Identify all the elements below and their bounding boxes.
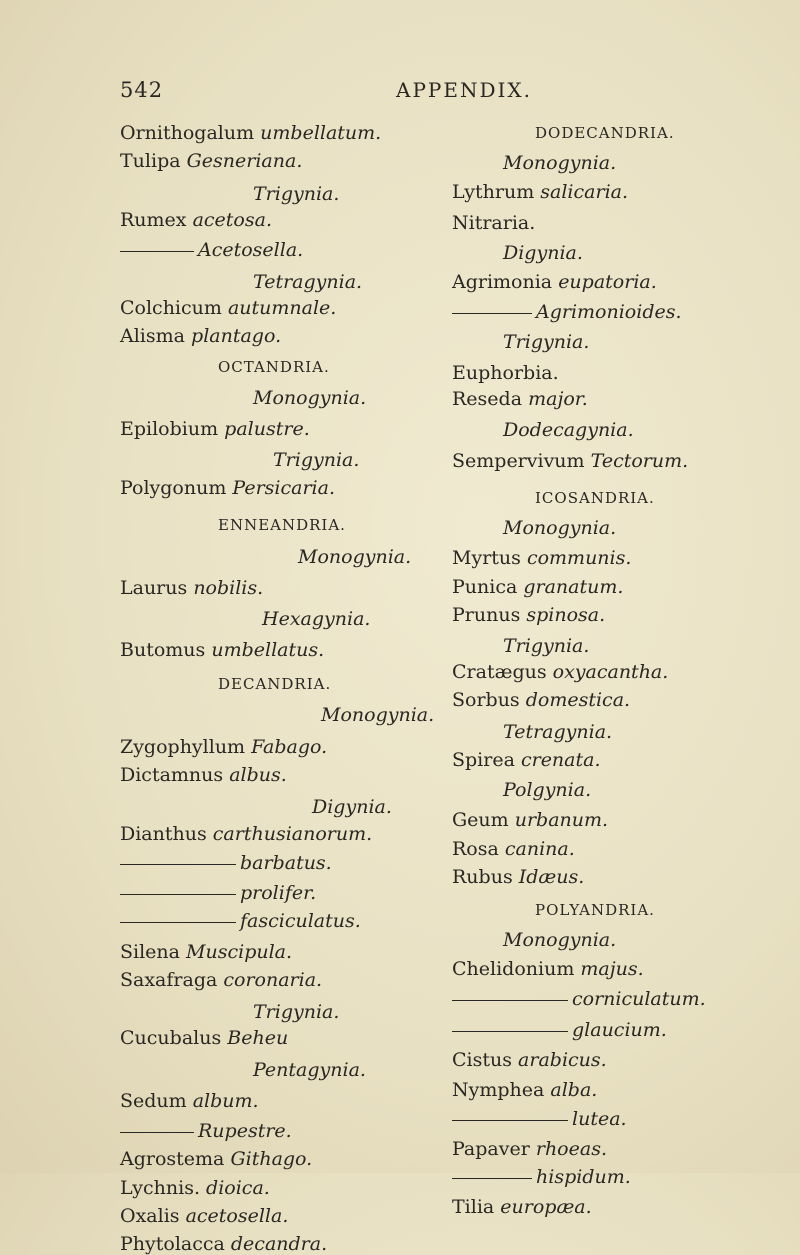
species-name: acetosella. [185,1205,289,1227]
class-heading: ENNEANDRIA. [218,516,346,534]
order-heading: Tetragynia. [503,721,613,743]
species-entry [452,749,601,771]
order-heading: Dodecagynia. [503,419,634,441]
species-entry [452,689,630,711]
order-heading: Monogynia. [503,152,617,174]
species-entry [452,604,605,626]
order-heading: Monogynia. [253,387,367,409]
species-entry [120,325,281,347]
genus-name: Reseda [452,388,523,410]
species-name: Fabago. [251,736,328,758]
species-entry [452,362,559,384]
genus-name: Cratægus [452,661,547,683]
species-entry-ditto [120,882,316,904]
species-name: plantago. [191,325,282,347]
species-entry [452,1079,597,1101]
species-name: prolifer. [240,882,317,904]
species-name: major. [528,388,588,410]
ditto-rule [452,1000,568,1001]
order-heading: Trigynia. [253,183,340,205]
species-name: rhoeas. [535,1138,607,1160]
species-name: salicaria. [540,181,629,203]
genus-name: Silena [120,941,180,963]
species-name: eupatoria. [558,271,657,293]
species-name: corniculatum. [572,988,706,1010]
species-entry [120,209,272,231]
genus-name: Agrimonia [452,271,553,293]
species-name: spinosa. [526,604,606,626]
ditto-rule [452,313,532,314]
genus-name: Nymphea [452,1079,545,1101]
genus-name: Spirea [452,749,515,771]
genus-name: Epilobium [120,418,219,440]
species-name: Rupestre. [198,1120,292,1142]
species-name: coronaria. [223,969,323,991]
species-name: hispidum. [536,1166,631,1188]
species-name: umbellatus. [211,639,325,661]
order-heading: Tetragynia. [253,271,363,293]
genus-name: Laurus [120,577,188,599]
species-entry [120,736,327,758]
species-entry [120,823,372,845]
genus-name: Dictamnus [120,764,224,786]
species-name: Beheu [227,1027,289,1049]
species-entry [120,1090,259,1112]
species-name: nobilis. [193,577,264,599]
order-heading: Monogynia. [321,704,435,726]
class-heading: POLYANDRIA. [535,901,655,919]
species-entry-ditto [452,1019,667,1041]
running-title: APPENDIX. [396,78,532,102]
ditto-rule [120,922,236,923]
genus-name: Sempervivum [452,450,585,472]
order-heading: Digynia. [503,242,583,264]
species-name: Acetosella. [198,239,304,261]
class-heading: DECANDRIA. [218,675,332,693]
genus-name: Punica [452,576,518,598]
genus-name: Cucubalus [120,1027,222,1049]
species-name: autumnale. [227,297,337,319]
genus-name: Dianthus [120,823,207,845]
order-heading: Pentagynia. [253,1059,366,1081]
genus-name: Agrostema [120,1148,225,1170]
ditto-rule [452,1178,532,1179]
order-heading: Monogynia. [503,929,617,951]
genus-name: Euphorbia. [452,362,559,384]
species-name: album. [192,1090,259,1112]
genus-name: Sorbus [452,689,520,711]
species-entry [120,1233,327,1255]
species-name: Muscipula. [186,941,293,963]
species-entry [120,122,381,144]
species-name: decandra. [230,1233,328,1255]
ditto-rule [120,251,194,252]
species-entry-ditto [452,301,682,323]
species-name: dioica. [206,1177,270,1199]
order-heading: Trigynia. [273,449,360,471]
species-entry [120,297,336,319]
species-name: arabicus. [518,1049,607,1071]
species-entry [452,1138,607,1160]
species-entry [452,450,688,472]
species-entry [452,547,631,569]
genus-name: Polygonum [120,477,227,499]
species-entry [120,418,310,440]
genus-name: Colchicum [120,297,222,319]
species-name: acetosa. [192,209,272,231]
ditto-rule [120,864,236,865]
species-entry [120,477,335,499]
genus-name: Nitraria. [452,212,536,234]
order-heading: Hexagynia. [262,608,371,630]
species-entry [452,958,644,980]
species-name: albus. [229,764,287,786]
genus-name: Geum [452,809,509,831]
genus-name: Zygophyllum [120,736,246,758]
genus-name: Chelidonium [452,958,575,980]
species-entry [452,661,668,683]
genus-name: Oxalis [120,1205,180,1227]
genus-name: Rubus [452,866,513,888]
species-entry [120,1148,312,1170]
order-heading: Monogynia. [503,517,617,539]
class-heading: OCTANDRIA. [218,358,330,376]
species-name: crenata. [520,749,601,771]
species-name: urbanum. [514,809,609,831]
ditto-rule [452,1120,568,1121]
species-name: carthusianorum. [212,823,373,845]
species-name: Persicaria. [232,477,335,499]
species-name: fasciculatus. [240,910,361,932]
species-entry-ditto [452,988,706,1010]
page-number: 542 [120,78,164,102]
species-name: Githago. [230,1148,313,1170]
ditto-rule [452,1031,568,1032]
species-name: granatum. [523,576,624,598]
ditto-rule [120,1132,194,1133]
species-entry-ditto [120,1120,292,1142]
order-heading: Digynia. [312,796,392,818]
species-name: canina. [504,838,575,860]
order-heading: Trigynia. [503,635,590,657]
genus-name: Ornithogalum [120,122,255,144]
species-entry [120,941,292,963]
species-entry-ditto [452,1166,631,1188]
species-name: glaucium. [572,1019,667,1041]
genus-name: Lychnis. [120,1177,200,1199]
species-entry [120,577,263,599]
species-entry [452,181,628,203]
species-entry [452,212,535,234]
genus-name: Butomus [120,639,206,661]
species-entry [452,1196,592,1218]
genus-name: Cistus [452,1049,512,1071]
ditto-rule [120,894,236,895]
genus-name: Tilia [452,1196,495,1218]
species-entry [120,764,287,786]
running-head [0,78,800,108]
species-entry [452,809,608,831]
species-entry-ditto [120,852,332,874]
species-name: Idæus. [518,866,585,888]
species-entry [120,1177,270,1199]
genus-name: Myrtus [452,547,521,569]
species-entry [452,388,588,410]
species-entry-ditto [452,1108,627,1130]
species-entry [452,1049,607,1071]
genus-name: Prunus [452,604,521,626]
species-entry [120,969,322,991]
order-heading: Trigynia. [503,331,590,353]
order-heading: Trigynia. [253,1001,340,1023]
order-heading: Monogynia. [298,546,412,568]
species-name: Agrimonioides. [536,301,682,323]
genus-name: Sedum [120,1090,187,1112]
species-entry [120,1205,288,1227]
genus-name: Saxafraga [120,969,218,991]
species-entry [452,838,575,860]
species-name: communis. [526,547,632,569]
genus-name: Alisma [120,325,185,347]
species-name: domestica. [525,689,631,711]
species-entry-ditto [120,239,303,261]
species-entry [452,271,657,293]
species-name: barbatus. [240,852,332,874]
class-heading: DODECANDRIA. [535,124,675,142]
genus-name: Lythrum [452,181,535,203]
species-entry [452,866,584,888]
species-name: palustre. [224,418,310,440]
genus-name: Rosa [452,838,499,860]
species-name: umbellatum. [260,122,382,144]
genus-name: Rumex [120,209,187,231]
species-name: europæa. [500,1196,592,1218]
genus-name: Tulipa [120,150,181,172]
species-entry [120,150,302,172]
species-name: alba. [550,1079,598,1101]
species-name: lutea. [572,1108,627,1130]
genus-name: Papaver [452,1138,530,1160]
order-heading: Polgynia. [503,779,592,801]
species-name: Gesneriana. [186,150,303,172]
species-entry [120,639,324,661]
species-entry [452,576,623,598]
species-entry [120,1027,288,1049]
genus-name: Phytolacca [120,1233,225,1255]
species-name: Tectorum. [590,450,689,472]
class-heading: ICOSANDRIA. [535,489,655,507]
species-name: oxyacantha. [552,661,669,683]
species-name: majus. [580,958,644,980]
species-entry-ditto [120,910,361,932]
